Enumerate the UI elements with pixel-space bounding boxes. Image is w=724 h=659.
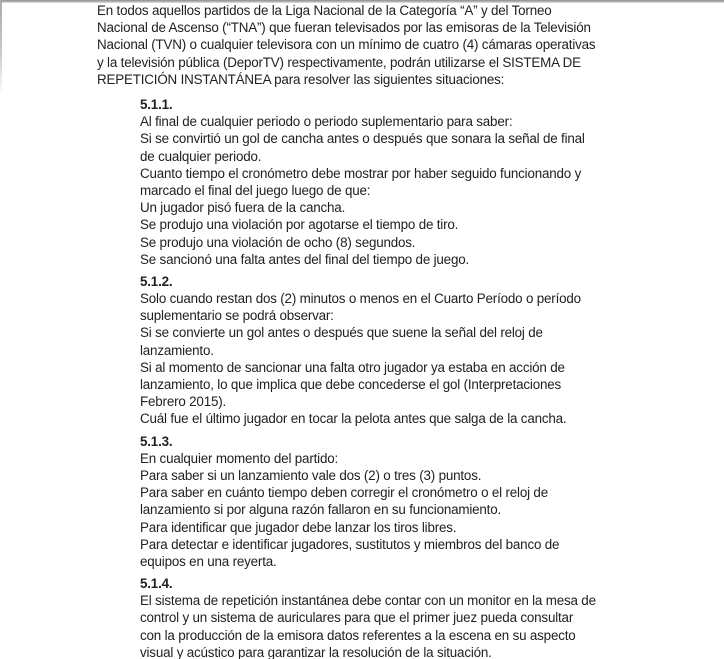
section-text-line: Solo cuando restan dos (2) minutos o menos en el Cuarto Período o período <box>140 291 581 307</box>
section-text-line: lanzamiento si por alguna razón fallaron en su funcionamiento. <box>140 502 502 518</box>
page-left-edge-line <box>0 0 2 95</box>
intro-line: En todos aquellos partidos de la Liga Nacional de la Categoría “A” y del Torneo <box>97 3 552 18</box>
section-text-line: En cualquier momento del partido: <box>140 450 339 466</box>
section-number: 5.1.4. <box>140 576 173 592</box>
section-text-line: Un jugador pisó fuera de la cancha. <box>140 200 346 216</box>
section-text-line: Para identificar que jugador debe lanzar los tiros libres. <box>140 519 457 535</box>
section-text-line: Para saber si un lanzamiento vale dos (2) o tres (3) puntos. <box>140 467 482 483</box>
section-text-line: lanzamiento, lo que implica que debe concederse el gol (Interpretaciones <box>140 377 562 392</box>
section-number: 5.1.1. <box>140 97 173 112</box>
section-text-line: Se produjo una violación por agotarse el tiempo de tiro. <box>140 217 459 233</box>
section-text-line: control y un sistema de auriculares para que el primer juez pueda consultar <box>140 610 574 626</box>
section-5-1-4 <box>140 575 596 659</box>
section-text-line: Para saber en cuánto tiempo deben corregir el cronómetro o el reloj de <box>140 485 548 501</box>
section-text-line: Febrero 2015). <box>140 394 227 410</box>
sections-container <box>140 96 596 659</box>
section-5-1-1 <box>140 96 596 268</box>
section-text-line: marcado el final del juego luego de que: <box>140 182 371 198</box>
section-text-line: equipos en una reyerta. <box>140 553 277 569</box>
intro-line: REPETICIÓN INSTANTÁNEA para resolver las siguientes situaciones: <box>97 71 505 87</box>
section-text-line: suplementario se podrá observar: <box>140 308 334 324</box>
section-text-line: El sistema de repetición instantánea debe contar con un monitor en la mesa de <box>140 593 596 609</box>
section-text-line: lanzamiento. <box>140 342 214 358</box>
section-text-line: Se sancionó una falta antes del final del tiempo de juego. <box>140 251 470 267</box>
intro-line: Nacional de Ascenso (“TNA”) que fueran televisados por las emisoras de la Televisión <box>97 20 591 36</box>
section-text-line: Cuál fue el último jugador en tocar la pelota antes que salga de la cancha. <box>140 411 567 427</box>
section-text-line: Si se convirtió un gol de cancha antes o después que sonara la señal de final <box>140 131 585 147</box>
section-text-line: visual y acústico para garantizar la resolución de la situación. <box>140 644 492 659</box>
section-5-1-3 <box>140 433 596 571</box>
intro-line: y la televisión pública (DeporTV) respectivamente, podrán utilizarse el SISTEMA DE <box>97 54 581 70</box>
section-text-line: Si se convierte un gol antes o después que suene la señal del reloj de <box>140 325 543 341</box>
section-text-line: con la producción de la emisora datos referentes a la escena en su aspecto <box>140 627 576 643</box>
section-text-line: Al final de cualquier periodo o periodo suplementario para saber: <box>140 114 513 130</box>
section-text-line: Si al momento de sancionar una falta otro jugador ya estaba en acción de <box>140 359 565 375</box>
section-text-line: Para detectar e identificar jugadores, sustitutos y miembros del banco de <box>140 536 560 552</box>
section-5-1-2 <box>140 273 596 428</box>
intro-line: Nacional (TVN) o cualquier televisora con un mínimo de cuatro (4) cámaras operativas <box>97 37 596 53</box>
section-text-line: Cuanto tiempo el cronómetro debe mostrar por haber seguido funcionando y <box>140 165 582 181</box>
section-text-line: de cualquier periodo. <box>140 148 262 164</box>
intro-paragraph <box>97 2 595 88</box>
section-number: 5.1.3. <box>140 433 173 449</box>
section-text-line: Se produjo una violación de ocho (8) segundos. <box>140 234 416 250</box>
section-number: 5.1.2. <box>140 273 173 289</box>
